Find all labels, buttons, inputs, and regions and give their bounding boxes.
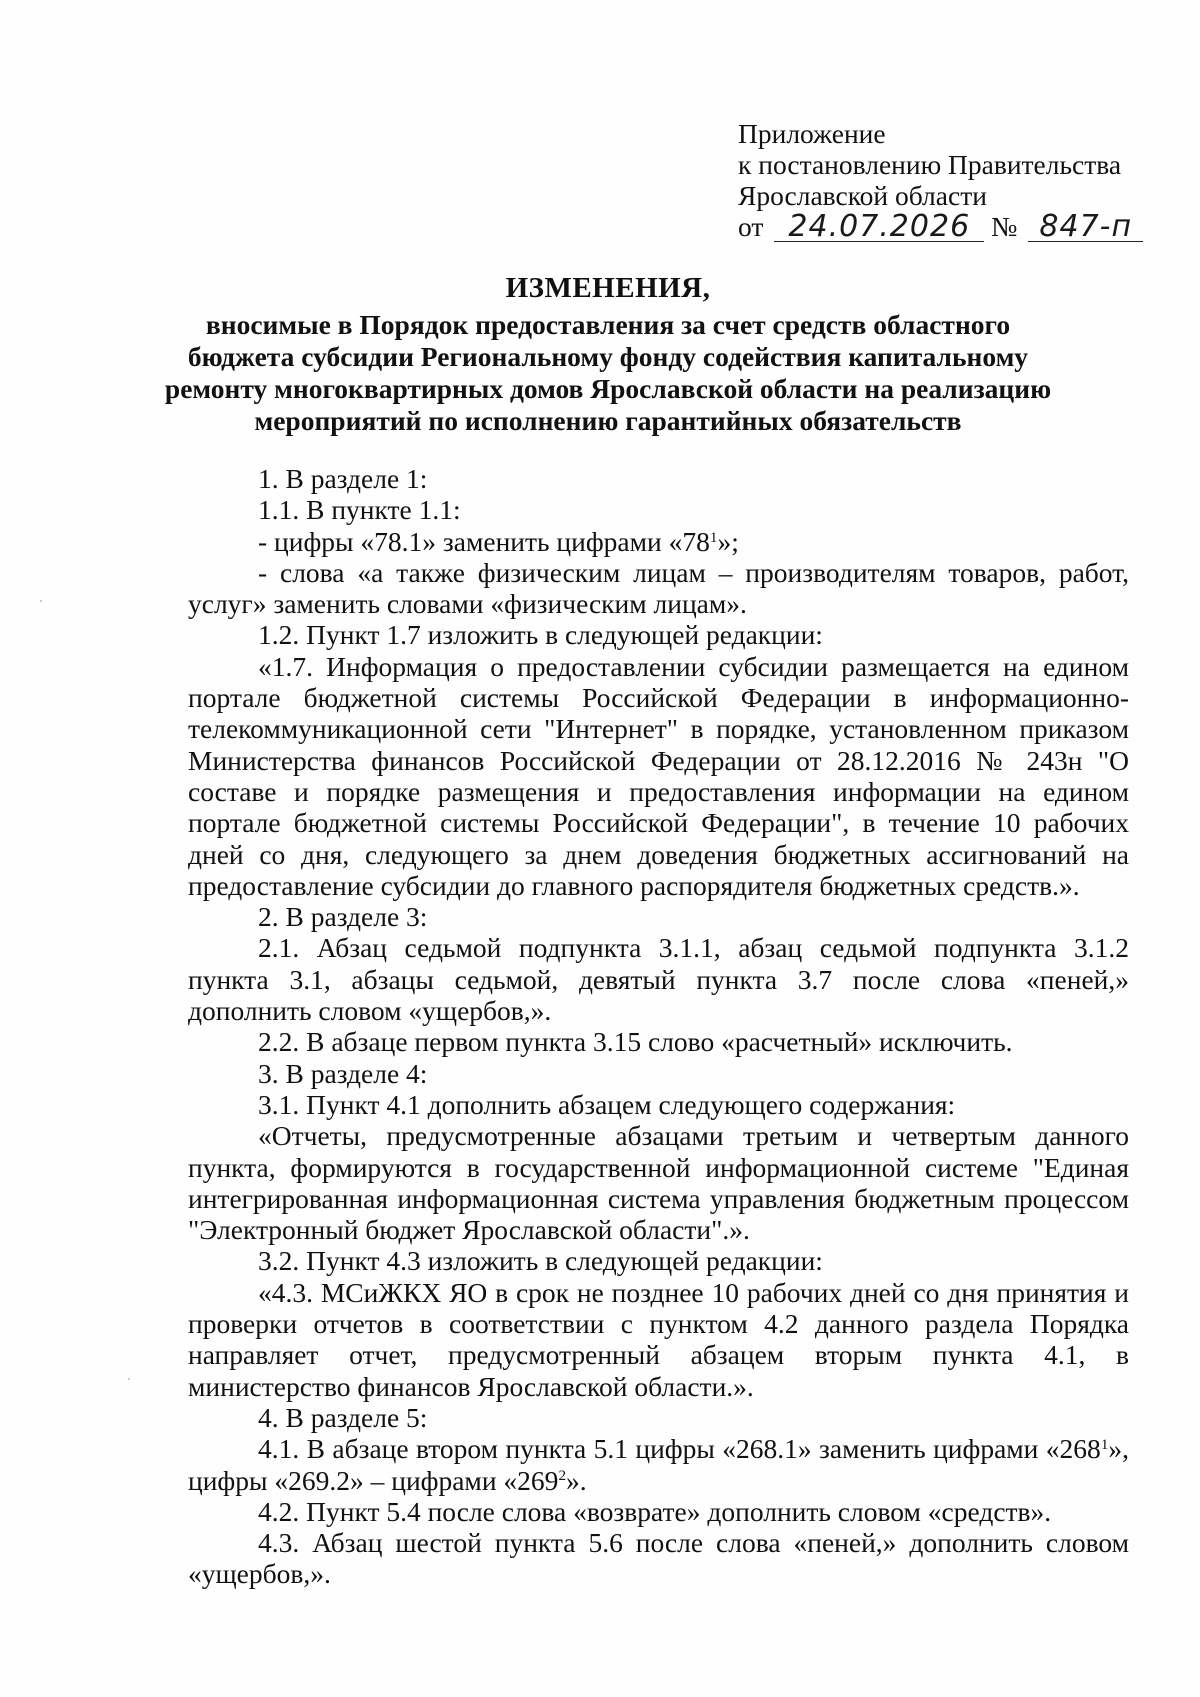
item-3-1-text: «Отчеты, предусмотренные абзацами третьим и четвертым данного пункта, формируются в государственной информационной системе "Единая интегрированная информационная система управления бюджетным процессом "Электронный бюджет Ярославской области".». (188, 1120, 1129, 1246)
item-1-2-text: «1.7. Информация о предоставлении субсидии размещается на едином портале бюджетной системы Российской Федерации в информационно-телекоммуникационной сети "Интернет" в порядке, установленном приказом Министерства финансов Российской Федерации от 28.12.2016 № 243н "О составе и порядке размещения и предоставления информации на едином портале бюджетной системы Российской Федерации", в течение 10 рабочих дней со дня, следующего за днем доведения бюджетных ассигнований на предоставление субсидии до главного распорядителя бюджетных средств.». (188, 650, 1129, 901)
document-body (188, 463, 1129, 1590)
appendix-date-number-line (738, 211, 1143, 242)
item-3-2: 3.2. Пункт 4.3 изложить в следующей редакции: (258, 1245, 823, 1277)
item-3-1: 3.1. Пункт 4.1 дополнить абзацем следующего содержания: (258, 1088, 956, 1120)
item-2-1: 2.1. Абзац седьмой подпункта 3.1.1, абзац седьмой подпункта 3.1.2 пункта 3.1, абзацы седьмой, девятый пункта 3.7 после слова «пеней,» дополнить словом «ущербов,». (188, 932, 1129, 1027)
title-subtitle-line: ремонту многоквартирных домов Ярославской области на реализацию (164, 373, 1052, 404)
item-1-1-a (188, 526, 1129, 557)
item-1-1-a-text: - цифры «78.1» заменить цифрами «78 (258, 525, 710, 557)
item-4-2: 4.2. Пункт 5.4 после слова «возврате» дополнить словом «средств». (258, 1495, 1052, 1527)
scan-speck (128, 1378, 130, 1380)
title-subtitle-line: вносимые в Порядок предоставления за счет средств областного (205, 309, 1011, 340)
item-1-1: 1.1. В пункте 1.1: (258, 494, 461, 526)
handwritten-number: 847-п (1028, 213, 1143, 242)
item-4-1 (188, 1433, 1129, 1496)
superscript: 2 (558, 1468, 566, 1485)
item-4-1-end: ». (566, 1464, 587, 1496)
section-3-heading: 3. В разделе 4: (258, 1057, 428, 1089)
item-3-2-text: «4.3. МСиЖКХ ЯО в срок не позднее 10 рабочих дней со дня принятия и проверки отчетов в соответствии с пунктом 4.2 данного раздела Порядка направляет отчет, предусмотренный абзацем вторым пункта 4.1, в министерство финансов Ярославской области.». (188, 1276, 1129, 1402)
appendix-block (738, 118, 1143, 242)
item-2-2: 2.2. В абзаце первом пункта 3.15 слово «расчетный» исключить. (258, 1026, 1013, 1058)
title-subtitle-line: бюджета субсидии Региональному фонду содействия капитальному (187, 341, 1029, 372)
item-1-1-a-end: »; (717, 525, 739, 557)
item-1-2: 1.2. Пункт 1.7 изложить в следующей редакции: (258, 619, 823, 651)
superscript: 1 (709, 529, 718, 546)
title-subtitle-line: мероприятий по исполнению гарантийных обязательств (254, 405, 962, 436)
appendix-resolution-line: к постановлению Правительства (738, 149, 1122, 180)
superscript: 1 (1100, 1437, 1109, 1454)
title-heading: ИЗМЕНЕНИЯ, (505, 272, 711, 304)
section-4-heading: 4. В разделе 5: (258, 1401, 428, 1433)
scan-speck (40, 600, 42, 602)
section-1-heading: 1. В разделе 1: (258, 463, 428, 494)
item-4-1-mid: », цифры «269.2» – цифрами «269 (188, 1433, 1129, 1496)
item-4-3: 4.3. Абзац шестой пункта 5.6 после слова «пеней,» дополнить словом «ущербов,». (188, 1527, 1129, 1590)
number-label: № (991, 211, 1018, 242)
item-4-1-text: 4.1. В абзаце втором пункта 5.1 цифры «268.1» заменить цифрами «268 (258, 1433, 1101, 1465)
document-title (150, 272, 1066, 437)
handwritten-date: 24.07.2026 (774, 213, 984, 242)
item-1-1-b: - слова «а также физическим лицам – производителям товаров, работ, услуг» заменить словами «физическим лицам». (188, 556, 1129, 620)
appendix-region-line: Ярославской области (738, 180, 987, 211)
section-2-heading: 2. В разделе 3: (258, 901, 428, 933)
from-label: от (738, 211, 764, 242)
appendix-label: Приложение (738, 118, 886, 149)
